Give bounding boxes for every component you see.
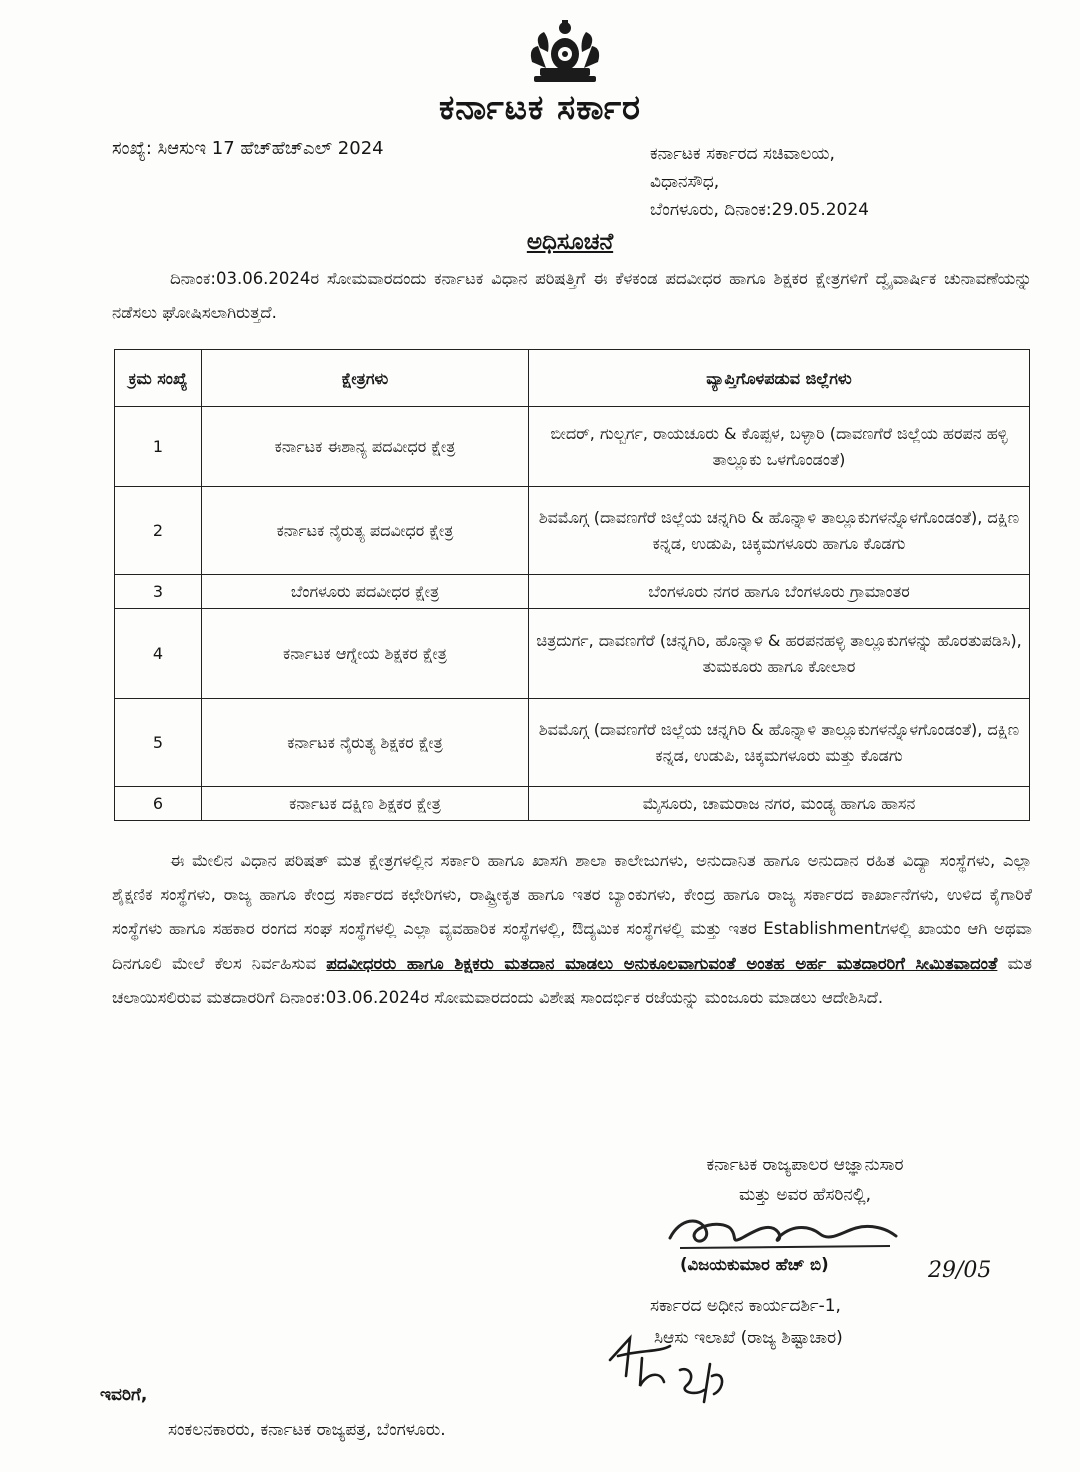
constituency-name: ಕರ್ನಾಟಕ ಈಶಾನ್ಯ ಪದವೀಧರ ಕ್ಷೇತ್ರ bbox=[202, 407, 529, 487]
constituency-name: ಕರ್ನಾಟಕ ನೈರುತ್ಯ ಶಿಕ್ಷಕರ ಕ್ಷೇತ್ರ bbox=[202, 699, 529, 787]
order-text-end: ಮತ ಚಲಾಯಿಸಲಿರುವ ಮತದಾರರಿಗೆ ದಿನಾಂಕ:03.06.2024ರ ಸೋಮವಾರದಂದು ವಿಶೇಷ ಸಾಂದರ್ಭಿಕ ರಜೆಯನ್ನು ಮಂಜೂರು ಮಾಡಲು ಆದೇಶಿಸಿದೆ. bbox=[112, 953, 1032, 1007]
header-districts: ವ್ಯಾಪ್ತಿಗೊಳಪಡುವ ಜಿಲ್ಲೆಗಳು bbox=[529, 350, 1030, 407]
table-row bbox=[115, 609, 1030, 699]
district-list: ಬೆಂಗಳೂರು ನಗರ ಹಾಗೂ ಬೆಂಗಳೂರು ಗ್ರಾಮಾಂತರ bbox=[529, 575, 1030, 609]
table-row bbox=[115, 487, 1030, 575]
constituency-table bbox=[114, 349, 1030, 821]
recipient-name: ಸಂಕಲನಕಾರರು, ಕರ್ನಾಟಕ ರಾಜ್ಯಪತ್ರ, ಬೆಂಗಳೂರು. bbox=[168, 1420, 446, 1440]
serial-no: 6 bbox=[115, 787, 202, 821]
order-paragraph bbox=[112, 844, 1032, 1015]
recipient-label: ಇವರಿಗೆ, bbox=[100, 1385, 148, 1405]
initials-icon bbox=[600, 1330, 730, 1410]
table-row bbox=[115, 787, 1030, 821]
office-address bbox=[650, 140, 869, 224]
notification-heading: ಅಧಿಸೂಚನೆ bbox=[526, 229, 614, 255]
office-date-line: ಬೆಂಗಳೂರು, ದಿನಾಂಕ:29.05.2024 bbox=[650, 200, 869, 220]
serial-no: 1 bbox=[115, 407, 202, 487]
serial-no: 3 bbox=[115, 575, 202, 609]
district-list: ಚಿತ್ರದುರ್ಗ, ದಾವಣಗೆರೆ (ಚನ್ನಗಿರಿ, ಹೊನ್ನಾಳಿ & ಹರಪನಹಳ್ಳಿ ತಾಲ್ಲೂಕುಗಳನ್ನು ಹೊರತುಪಡಿಸಿ), ತುಮಕೂರು ಹಾಗೂ ಕೋಲಾರ bbox=[529, 609, 1030, 699]
order-emphasis: ಪದವೀಧರರು ಹಾಗೂ ಶಿಕ್ಷಕರು ಮತದಾನ ಮಾಡಲು ಅನುಕೂಲವಾಗುವಂತೆ ಅಂತಹ ಅರ್ಹ ಮತದಾರರಿಗೆ ಸೀಮಿತವಾದಂತೆ bbox=[326, 953, 998, 973]
authority-line: ಮತ್ತು ಅವರ ಹೆಸರಿನಲ್ಲಿ, bbox=[738, 1185, 872, 1205]
serial-no: 2 bbox=[115, 487, 202, 575]
constituency-name: ಬೆಂಗಳೂರು ಪದವೀಧರ ಕ್ಷೇತ್ರ bbox=[202, 575, 529, 609]
table-row bbox=[115, 407, 1030, 487]
constituency-name: ಕರ್ನಾಟಕ ಆಗ್ನೇಯ ಶಿಕ್ಷಕರ ಕ್ಷೇತ್ರ bbox=[202, 609, 529, 699]
serial-no: 4 bbox=[115, 609, 202, 699]
authority-line: ಕರ್ನಾಟಕ ರಾಜ್ಯಪಾಲರ ಆಜ್ಞಾನುಸಾರ bbox=[706, 1155, 904, 1175]
header-serial-no: ಕ್ರಮ ಸಂಖ್ಯೆ bbox=[115, 350, 202, 407]
office-line: ಕರ್ನಾಟಕ ಸರ್ಕಾರದ ಸಚಿವಾಲಯ, bbox=[650, 144, 835, 164]
serial-no: 5 bbox=[115, 699, 202, 787]
table-row bbox=[115, 699, 1030, 787]
designation-line: ಸಿಆಸು ಇಲಾಖೆ (ರಾಜ್ಯ ಶಿಷ್ಟಾಚಾರ) bbox=[654, 1328, 843, 1348]
designation-line: ಸರ್ಕಾರದ ಅಧೀನ ಕಾರ್ಯದರ್ಶಿ-1, bbox=[650, 1296, 841, 1316]
table-row bbox=[115, 575, 1030, 609]
government-title: ಕರ್ನಾಟಕ ಸರ್ಕಾರ bbox=[438, 88, 642, 128]
order-text: ಈ ಮೇಲಿನ ವಿಧಾನ ಪರಿಷತ್ ಮತ ಕ್ಷೇತ್ರಗಳಲ್ಲಿನ ಸರ್ಕಾರಿ ಹಾಗೂ ಖಾಸಗಿ ಶಾಲಾ ಕಾಲೇಜುಗಳು, ಅನುದಾನಿತ ಹಾಗೂ ಅನುದಾನ ರಹಿತ ವಿದ್ಯಾ ಸಂಸ್ಥೆಗಳು, ಎಲ್ಲಾ ಶೈಕ್ಷಣಿಕ ಸಂಸ್ಥೆಗಳು, ರಾಜ್ಯ ಹಾಗೂ ಕೇಂದ್ರ ಸರ್ಕಾರದ ಕಛೇರಿಗಳು, ರಾಷ್ಟ್ರೀಕೃತ ಹಾಗೂ ಇತರ ಬ್ಯಾಂಕುಗಳು, ಕೇಂದ್ರ ಹಾಗೂ ರಾಜ್ಯ ಸರ್ಕಾರದ ಕಾರ್ಖಾನೆಗಳು, ಉಳಿದ ಕೈಗಾರಿಕೆ ಸಂಸ್ಥೆಗಳು ಹಾಗೂ ಸಹಕಾರ ರಂಗದ ಸಂಘ ಸಂಸ್ಥೆಗಳಲ್ಲಿ ಎಲ್ಲಾ ವ್ಯವಹಾರಿಕ ಸಂಸ್ಥೆಗಳಲ್ಲಿ, ಔದ್ಯಮಿಕ ಸಂಸ್ಥೆಗಳಲ್ಲಿ ಮತ್ತು ಇತರ Establishmentಗಳಲ್ಲಿ ಖಾಯಂ ಆಗಿ ಅಥವಾ ದಿನಗೂಲಿ ಮೇಲೆ ಕೆಲಸ ನಿರ್ವಹಿಸುವ bbox=[112, 851, 1032, 973]
signatory-name: (ವಿಜಯಕುಮಾರ ಹೆಚ್ ಬಿ) bbox=[680, 1255, 829, 1274]
state-emblem-icon bbox=[520, 18, 610, 94]
table-header-row bbox=[115, 350, 1030, 407]
district-list: ಮೈಸೂರು, ಚಾಮರಾಜ ನಗರ, ಮಂಡ್ಯ ಹಾಗೂ ಹಾಸನ bbox=[529, 787, 1030, 821]
district-list: ಬೀದರ್, ಗುಲ್ಬರ್ಗ, ರಾಯಚೂರು & ಕೊಪ್ಪಳ, ಬಳ್ಳಾರಿ (ದಾವಣಗೆರೆ ಜಿಲ್ಲೆಯ ಹರಪನ ಹಳ್ಳಿ ತಾಲ್ಲೂಕು ಒಳಗೊಂಡಂತೆ) bbox=[529, 407, 1030, 487]
handwritten-date: 29/05 bbox=[928, 1258, 992, 1283]
header-constituency: ಕ್ಷೇತ್ರಗಳು bbox=[202, 350, 529, 407]
district-list: ಶಿವಮೊಗ್ಗ (ದಾವಣಗೆರೆ ಜಿಲ್ಲೆಯ ಚನ್ನಗಿರಿ & ಹೊನ್ನಾಳಿ ತಾಲ್ಲೂಕುಗಳನ್ನೊಳಗೊಂಡಂತೆ), ದಕ್ಷಿಣ ಕನ್ನಡ, ಉಡುಪಿ, ಚಿಕ್ಕಮಗಳೂರು ಹಾಗೂ ಕೊಡಗು bbox=[529, 487, 1030, 575]
district-list: ಶಿವಮೊಗ್ಗ (ದಾವಣಗೆರೆ ಜಿಲ್ಲೆಯ ಚನ್ನಗಿರಿ & ಹೊನ್ನಾಳಿ ತಾಲ್ಲೂಕುಗಳನ್ನೊಳಗೊಂಡಂತೆ), ದಕ್ಷಿಣ ಕನ್ನಡ, ಉಡುಪಿ, ಚಿಕ್ಕಮಗಳೂರು ಮತ್ತು ಕೊಡಗು bbox=[529, 699, 1030, 787]
constituency-name: ಕರ್ನಾಟಕ ನೈರುತ್ಯ ಪದವೀಧರ ಕ್ಷೇತ್ರ bbox=[202, 487, 529, 575]
intro-paragraph: ದಿನಾಂಕ:03.06.2024ರ ಸೋಮವಾರದಂದು ಕರ್ನಾಟಕ ವಿಧಾನ ಪರಿಷತ್ತಿಗೆ ಈ ಕೆಳಕಂಡ ಪದವೀಧರ ಹಾಗೂ ಶಿಕ್ಷಕರ ಕ್ಷೇತ್ರಗಳಿಗೆ ದ್ವೈವಾರ್ಷಿಕ ಚುನಾವಣೆಯನ್ನು ನಡೆಸಲು ಘೋಷಿಸಲಾಗಿರುತ್ತದೆ. bbox=[112, 269, 1032, 322]
signature-icon bbox=[660, 1208, 910, 1254]
office-line: ವಿಧಾನಸೌಧ, bbox=[650, 172, 720, 192]
authority-block bbox=[640, 1150, 970, 1210]
constituency-name: ಕರ್ನಾಟಕ ದಕ್ಷಿಣ ಶಿಕ್ಷಕರ ಕ್ಷೇತ್ರ bbox=[202, 787, 529, 821]
reference-number: ಸಂಖ್ಯೆ: ಸಿಆಸುಇ 17 ಹೆಚ್‌ಹೆಚ್‌ಎಲ್ 2024 bbox=[112, 138, 384, 159]
